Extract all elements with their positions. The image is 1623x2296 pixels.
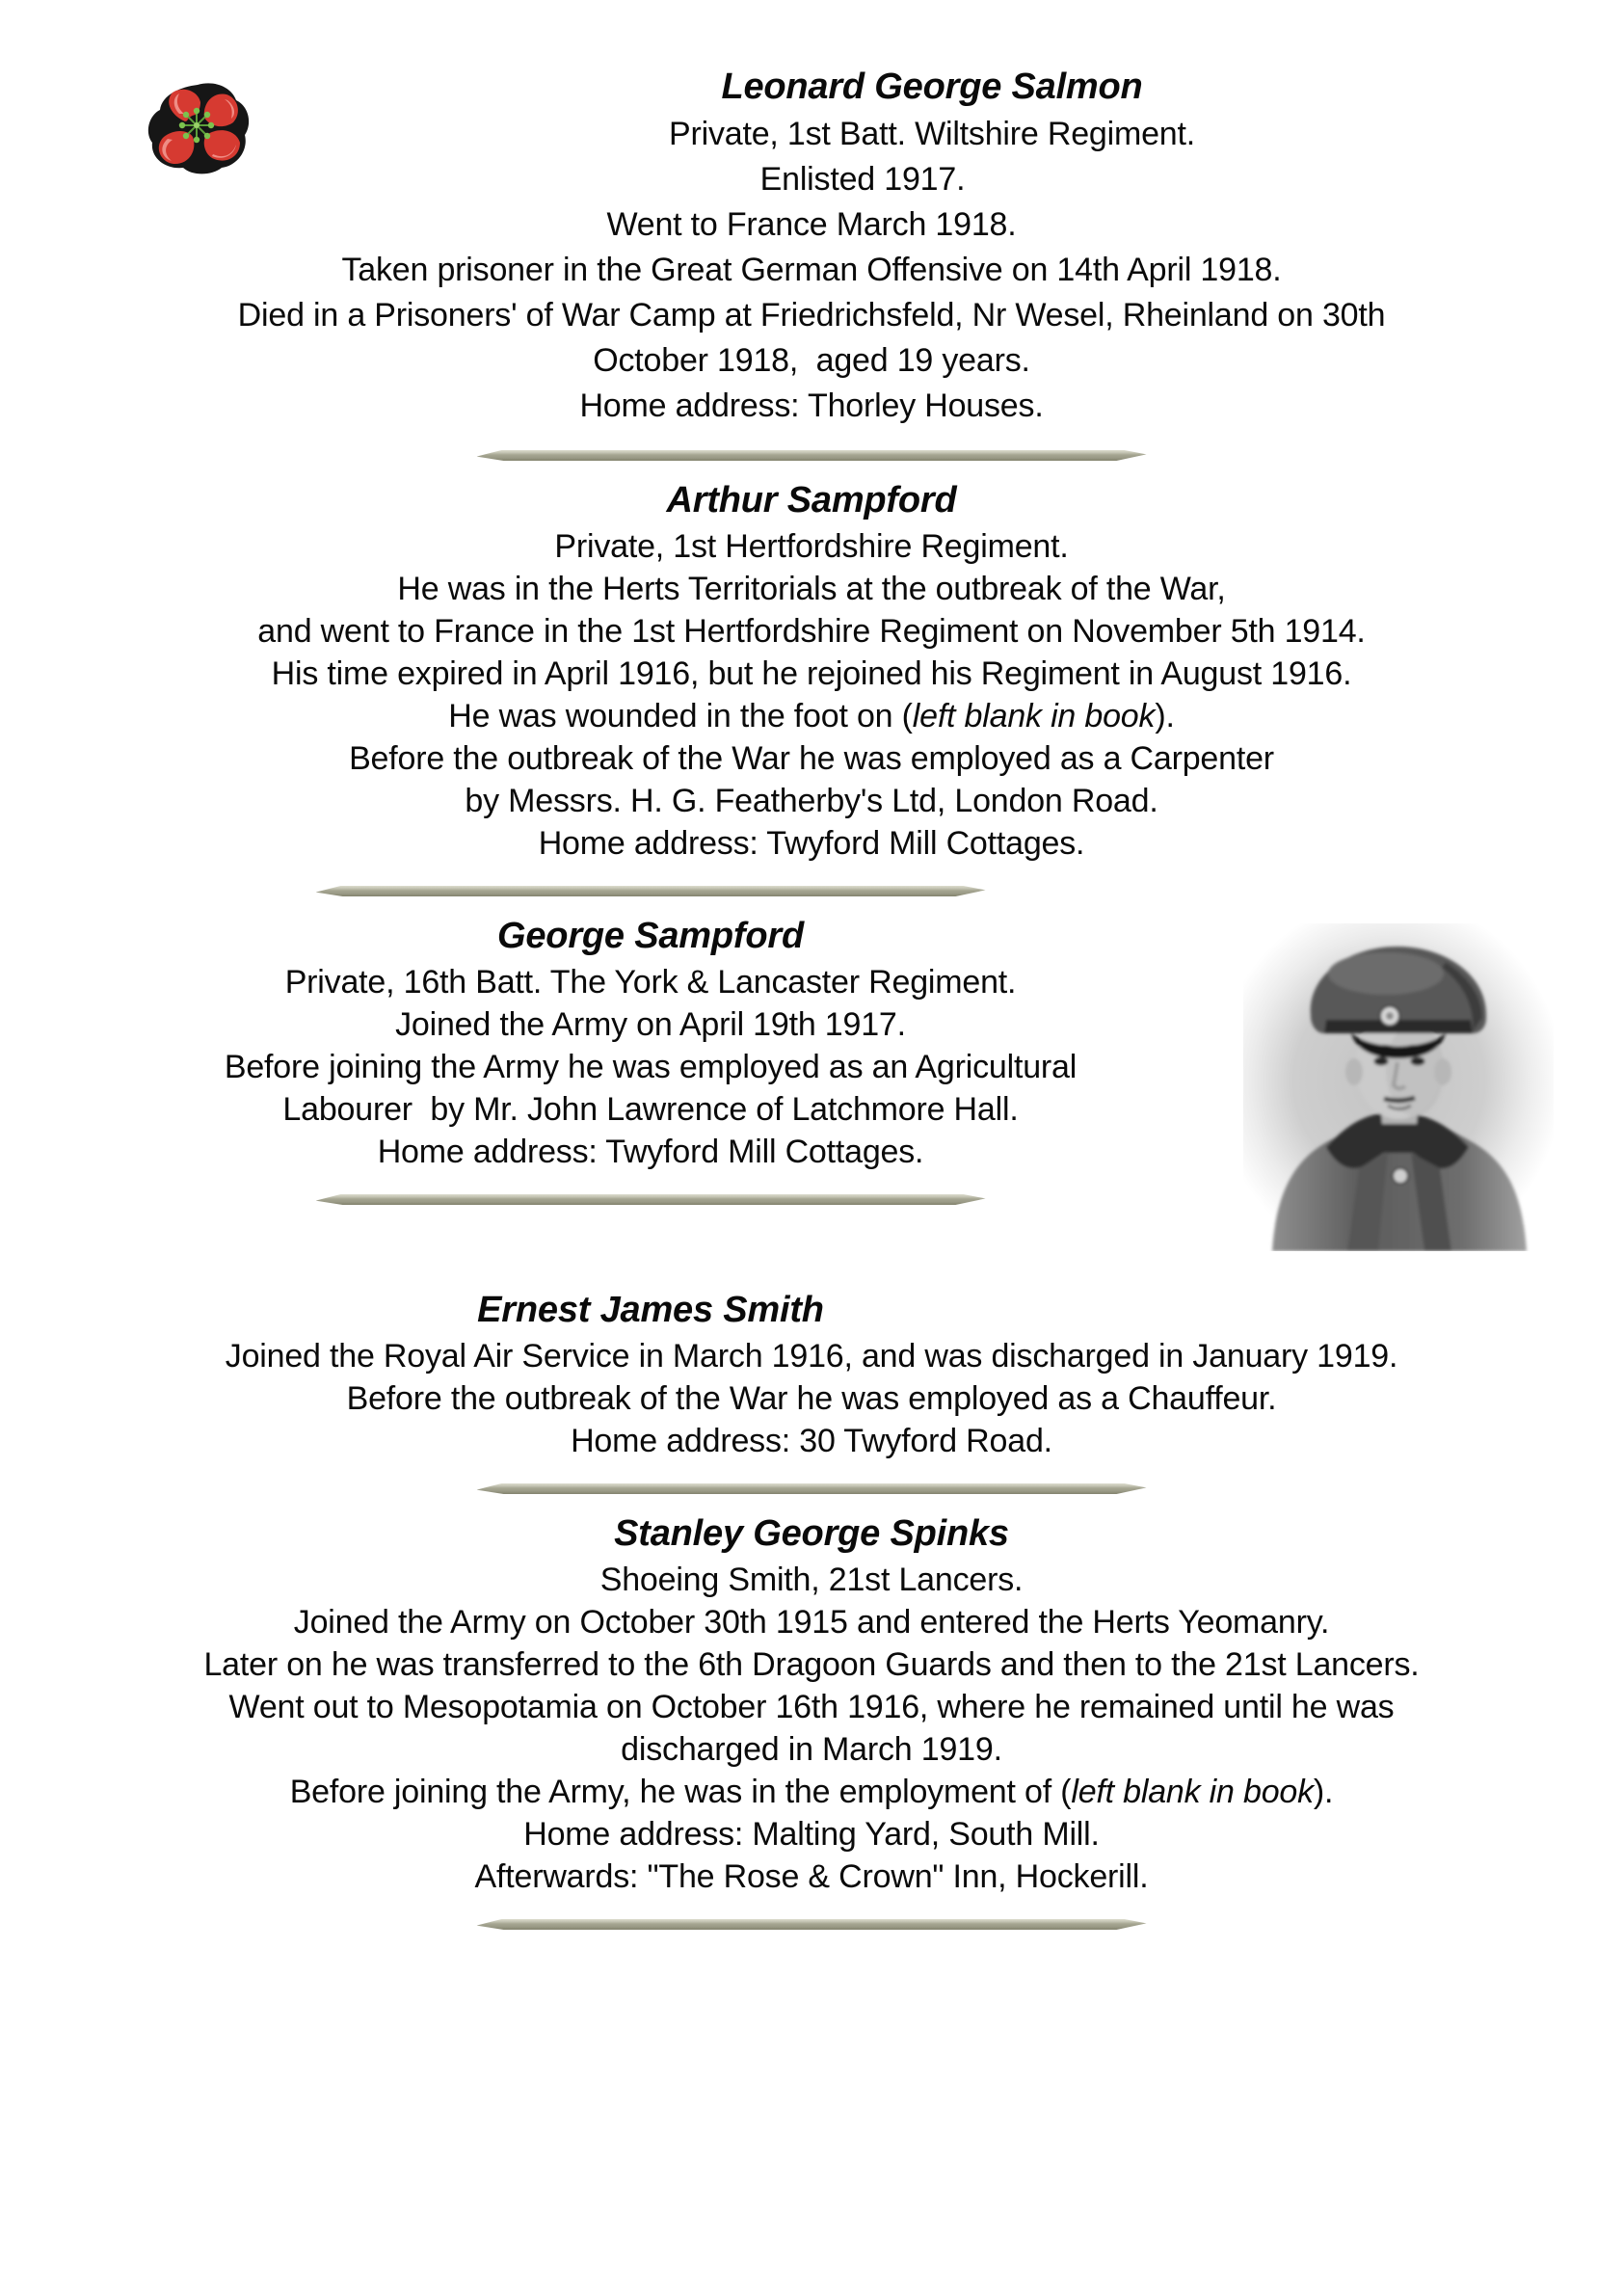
- text-line: Went to France March 1918.: [606, 206, 1017, 243]
- text-line: Private, 16th Batt. The York & Lancaster Regiment.: [284, 964, 1017, 1001]
- soldier-name-heading: Leonard George Salmon: [721, 67, 1143, 107]
- text-segment: Before joining the Army, he was in the employment of (: [289, 1774, 1072, 1810]
- text-line: Home address: Twyford Mill Cottages.: [377, 1134, 924, 1170]
- divider-bar: [477, 1919, 1147, 1930]
- text-line: Shoeing Smith, 21st Lancers.: [599, 1562, 1024, 1598]
- section-stanley-george-spinks: [62, 1508, 1561, 1898]
- text-line: Private, 1st Batt. Wiltshire Regiment.: [668, 116, 1196, 152]
- divider-bar: [316, 886, 986, 896]
- divider-bar: [477, 450, 1147, 461]
- text-line: Joined the Army on April 19th 1917.: [395, 1006, 906, 1043]
- text-line: Afterwards: "The Rose & Crown" Inn, Hockerill.: [474, 1858, 1149, 1895]
- divider-bar: [477, 1483, 1147, 1494]
- soldier-name-heading: Arthur Sampford: [666, 480, 957, 521]
- text-line: Home address: Twyford Mill Cottages.: [538, 825, 1085, 862]
- soldier-name-heading: George Sampford: [497, 916, 804, 956]
- text-line: Home address: Thorley Houses.: [579, 387, 1044, 424]
- text-line: Labourer by Mr. John Lawrence of Latchmore Hall.: [282, 1091, 1019, 1128]
- text-line: Home address: 30 Twyford Road.: [571, 1423, 1052, 1459]
- text-line: Private, 1st Hertfordshire Regiment.: [554, 528, 1069, 565]
- text-line: October 1918, aged 19 years.: [593, 342, 1030, 379]
- text-segment: ).: [1313, 1774, 1334, 1810]
- blank-in-book-note: left blank in book: [912, 698, 1156, 734]
- text-line: Enlisted 1917.: [759, 161, 966, 198]
- text-line: by Messrs. H. G. Featherby's Ltd, London Road.: [465, 783, 1158, 819]
- text-line: Went out to Mesopotamia on October 16th 1916, where he remained until he was: [228, 1689, 1395, 1725]
- text-segment: He was wounded in the foot on (: [448, 698, 913, 734]
- text-line: Joined the Royal Air Service in March 1916, and was discharged in January 1919.: [225, 1338, 1398, 1375]
- blank-in-book-note: left blank in book: [1071, 1774, 1314, 1810]
- section-divider: [62, 886, 1561, 901]
- soldier-portrait-photo: [1243, 923, 1554, 1251]
- text-line: His time expired in April 1916, but he rejoined his Regiment in August 1916.: [271, 655, 1352, 692]
- text-line: [62, 695, 1561, 737]
- text-line: He was in the Herts Territorials at the outbreak of the War,: [397, 571, 1226, 607]
- section-divider: [62, 1919, 1561, 1935]
- section-divider: [62, 1483, 1561, 1499]
- soldier-name-heading: Stanley George Spinks: [614, 1513, 1009, 1554]
- section-divider: [62, 450, 1561, 466]
- text-line: Died in a Prisoners' of War Camp at Friedrichsfeld, Nr Wesel, Rheinland on 30th: [237, 297, 1386, 334]
- divider-bar: [316, 1194, 986, 1205]
- text-line: Before the outbreak of the War he was employed as a Chauffeur.: [346, 1380, 1277, 1417]
- text-line: Taken prisoner in the Great German Offensive on 14th April 1918.: [341, 252, 1282, 288]
- text-line: Later on he was transferred to the 6th Dragoon Guards and then to the 21st Lancers.: [203, 1646, 1420, 1683]
- text-line: Before the outbreak of the War he was employed as a Carpenter: [349, 740, 1274, 777]
- section-leonard-george-salmon: [62, 62, 1561, 429]
- text-line: [62, 1771, 1561, 1813]
- text-line: Home address: Malting Yard, South Mill.: [523, 1816, 1100, 1853]
- text-segment: ).: [1155, 698, 1175, 734]
- text-line: Joined the Army on October 30th 1915 and entered the Herts Yeomanry.: [293, 1604, 1330, 1641]
- text-line: Before joining the Army he was employed as an Agricultural: [224, 1049, 1078, 1085]
- section-arthur-sampford: [62, 475, 1561, 865]
- soldier-name-heading: Ernest James Smith: [477, 1290, 824, 1330]
- poppy-icon: [143, 81, 253, 175]
- text-line: and went to France in the 1st Hertfordshire Regiment on November 5th 1914.: [257, 613, 1366, 650]
- section-ernest-james-smith: [62, 1285, 1561, 1462]
- text-line: discharged in March 1919.: [621, 1731, 1002, 1768]
